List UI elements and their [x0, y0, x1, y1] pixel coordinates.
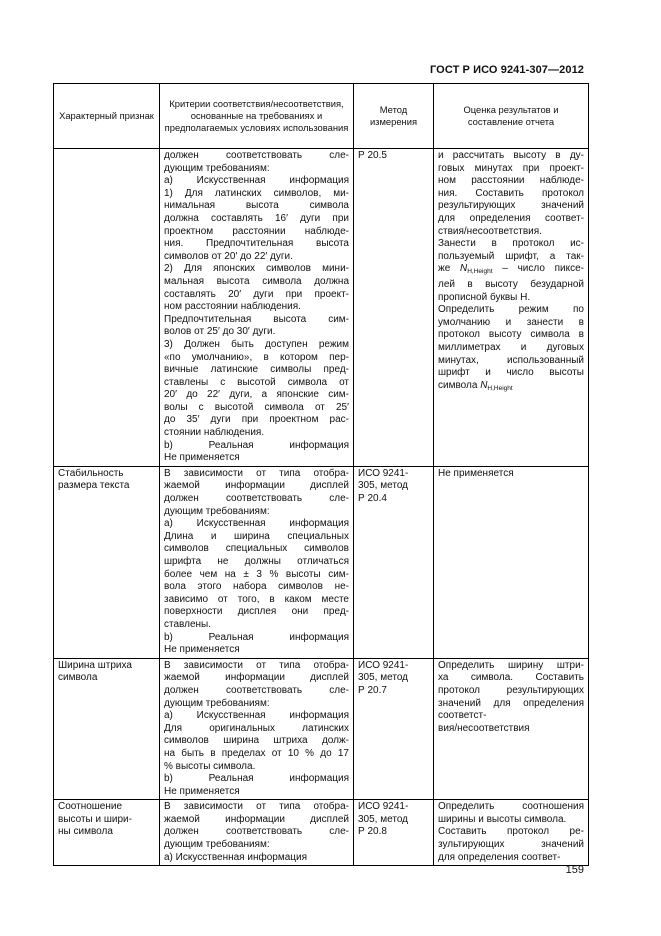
criteria-line: 2) Для японских символов мини- [164, 263, 349, 275]
criteria-line: дующим требованиям: [164, 839, 270, 851]
criteria-line: нимальная высота символа [164, 200, 349, 212]
criteria-line: а) Искусственная информация [164, 851, 307, 863]
feature-cell [54, 800, 160, 866]
method-cell [354, 800, 434, 866]
criteria-line: вола этого набора символов не- [164, 581, 349, 593]
criteria-line: дующим требованиям: [164, 505, 270, 517]
feature-line: высоты и шири- [58, 813, 132, 825]
evaluation-line: и рассчитать высоту в ду- [438, 150, 584, 161]
feature-line: ны символа [58, 826, 113, 838]
evaluation-line: лей в высоту безударной [438, 278, 584, 290]
criteria-line: символов специальных символов [164, 543, 349, 555]
criteria-line: символов ширина штриха долж- [164, 735, 349, 747]
criteria-line: ставлены. [164, 618, 211, 630]
criteria-line: шрифта не должны отличаться [164, 556, 349, 567]
evaluation-line: результирующих значений [438, 200, 584, 212]
evaluation-line: протокол результирующих [438, 684, 584, 696]
criteria-line: поверхности дисплея они пред- [164, 606, 349, 618]
criteria-line: дующим требованиям: [164, 162, 270, 174]
method-cell [354, 466, 434, 658]
table-header-row [54, 84, 589, 149]
evaluation-line: Занести в протокол ис- [438, 238, 584, 250]
feature-cell [54, 149, 160, 467]
criteria-line: волы с высотой символа от 25′ [164, 401, 349, 413]
criteria-line: должна составлять 16′ дуги при [164, 212, 349, 224]
criteria-line: 20′ до 22′ дуги, а японские сим- [164, 389, 349, 401]
criteria-line: должен соответствовать сле- [164, 150, 349, 161]
criteria-line: более чем на ± 3 % высоты сим- [164, 568, 349, 580]
criteria-line: зависимо от того, в каком месте [164, 593, 349, 605]
feature-line: размера текста [58, 480, 130, 492]
criteria-line: жаемой информации дисплей [164, 480, 349, 492]
criteria-line: 1) Для латинских символов, ми- [164, 187, 349, 199]
evaluation-line: минутах, использованный [438, 354, 584, 366]
evaluation-line: для определения соответ- [438, 212, 584, 224]
feature-line: Соотношение [58, 801, 123, 813]
criteria-line: b) Реальная информация [164, 631, 349, 643]
table-row [54, 800, 589, 866]
criteria-line: а) Искусственная информация [164, 518, 349, 530]
method-line: ИСО 9241- [358, 801, 409, 813]
criteria-line: b) Реальная информация [164, 773, 349, 785]
evaluation-line: ширины и высоты символа. [438, 813, 567, 825]
criteria-line: Для оригинальных латинских [164, 722, 349, 734]
evaluation-line: шрифт и число высоты [438, 367, 584, 379]
criteria-line: проектном расстоянии наблюде- [164, 225, 349, 237]
evaluation-line: Составить протокол ре- [438, 826, 584, 838]
criteria-line: ния. Предпочтительная высота [164, 238, 349, 250]
evaluation-cell [434, 149, 589, 467]
criteria-line: составлять 20′ дуги при проект- [164, 288, 349, 300]
evaluation-line: прописной буквы Н. [438, 291, 531, 303]
feature-line: Ширина штриха [58, 659, 132, 671]
table-row [54, 149, 589, 467]
criteria-line: стоянии наблюдения. [164, 427, 265, 439]
evaluation-line: ха символа. Составить [438, 672, 584, 684]
criteria-line: В зависимости от типа отобра- [164, 801, 349, 813]
method-line: 305, метод [358, 672, 408, 684]
evaluation-line: миллиметрах и дуговых [438, 341, 584, 353]
evaluation-line: зультирующих значений [438, 839, 584, 851]
evaluation-line: значений для определения [438, 697, 584, 709]
criteria-cell [160, 149, 354, 467]
criteria-line: В зависимости от типа отобра- [164, 467, 349, 479]
criteria-line: Предпочтительная высота сим- [164, 313, 349, 325]
criteria-line: b) Реальная информация [164, 439, 349, 451]
method-line: ИСО 9241- [358, 467, 409, 479]
evaluation-line: ном расстоянии наблюде- [438, 175, 584, 187]
criteria-line: Не применяется [164, 452, 240, 464]
evaluation-line: говых минутах при проект- [438, 162, 584, 174]
page-number: 159 [565, 864, 584, 876]
evaluation-line: Определить режим по [438, 304, 584, 316]
feature-line: Стабильность [58, 467, 124, 479]
criteria-line: жаемой информации дисплей [164, 672, 349, 684]
evaluation-line: же $N_{H,Height}$ – число пиксе- [438, 263, 584, 276]
criteria-line: «по умолчанию», в котором пер- [164, 351, 349, 363]
evaluation-cell [434, 466, 589, 658]
method-line: ИСО 9241- [358, 659, 409, 671]
evaluation-line: Определить ширину штри- [438, 659, 584, 671]
criteria-cell [160, 800, 354, 866]
criteria-line: а) Искусственная информация [164, 175, 349, 187]
criteria-line: Не применяется [164, 785, 240, 797]
evaluation-line: Не применяется [438, 467, 514, 479]
column-header-evaluation: Оценка результатов и составление отчета [434, 84, 589, 149]
feature-cell [54, 658, 160, 800]
criteria-line: вичные латинские символы пред- [164, 364, 349, 376]
feature-line: символа [58, 672, 98, 684]
method-line: Р 20.5 [358, 150, 387, 161]
criteria-cell [160, 466, 354, 658]
method-line: Р 20.7 [358, 684, 387, 696]
column-header-criteria: Критерии соответствия/несоответствия, основанные на требованиях и предполагаемых условиях использования [160, 84, 354, 149]
evaluation-line: пользуемый шрифт, а так- [438, 250, 584, 262]
criteria-line: должен соответствовать сле- [164, 684, 349, 696]
criteria-line: жаемой информации дисплей [164, 813, 349, 825]
method-cell [354, 658, 434, 800]
criteria-line: ставлены с высотой символа от [164, 376, 349, 388]
feature-cell [54, 466, 160, 658]
criteria-line: должен соответствовать сле- [164, 826, 349, 838]
evaluation-cell [434, 658, 589, 800]
criteria-line: В зависимости от типа отобра- [164, 659, 349, 671]
criteria-line: % высоты символа. [164, 760, 256, 772]
method-line: Р 20.8 [358, 826, 387, 838]
column-header-method: Метод измерения [354, 84, 434, 149]
evaluation-line: Определить соотношения [438, 801, 584, 813]
table-row [54, 466, 589, 658]
method-line: 305, метод [358, 813, 408, 825]
requirements-table [53, 83, 589, 866]
evaluation-line: протокол высоту символа в [438, 329, 584, 341]
criteria-line: дующим требованиям: [164, 697, 270, 709]
method-line: Р 20.4 [358, 493, 387, 505]
criteria-line: на быть в пределах от 10 % до 17 [164, 747, 349, 759]
table-row [54, 658, 589, 800]
document-code: ГОСТ Р ИСО 9241-307—2012 [429, 64, 584, 76]
criteria-cell [160, 658, 354, 800]
evaluation-cell [434, 800, 589, 866]
criteria-line: мальная высота символа должна [164, 275, 349, 287]
evaluation-line: символа $N_{H,Height}$ [438, 379, 513, 392]
evaluation-line: ния. Составить протокол [438, 187, 584, 199]
criteria-line: волов от 25′ до 30′ дуги. [164, 326, 276, 338]
criteria-line: ном расстоянии наблюдения. [164, 301, 301, 313]
evaluation-line: умолчанию и занести в [438, 316, 584, 328]
criteria-line: а) Искусственная информация [164, 710, 349, 722]
criteria-line: 3) Должен быть доступен режим [164, 338, 349, 350]
evaluation-line: вия/несоответствия [438, 722, 530, 734]
evaluation-line: соответст- [438, 710, 487, 722]
evaluation-line: для определения соответ- [438, 851, 561, 863]
criteria-line: до 35′ дуги при проектном рас- [164, 414, 349, 426]
criteria-line: должен соответствовать сле- [164, 493, 349, 505]
criteria-line: Длина и ширина специальных [164, 530, 349, 542]
criteria-line: символов от 20′ до 22′ дуги. [164, 250, 293, 262]
criteria-line: Не применяется [164, 644, 240, 656]
method-cell [354, 149, 434, 467]
method-line: 305, метод [358, 480, 408, 492]
evaluation-line: ствия/несоответствия. [438, 225, 542, 237]
column-header-feature: Характерный признак [54, 84, 160, 149]
